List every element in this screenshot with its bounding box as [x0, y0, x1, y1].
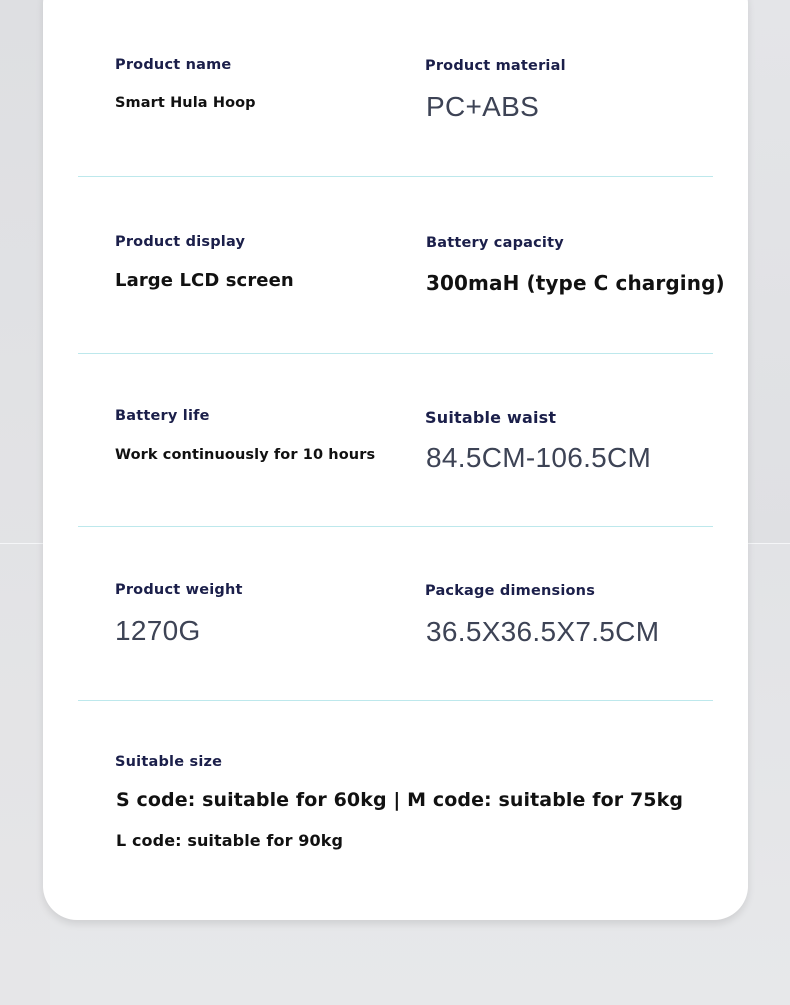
spec-value-suitable-waist: 84.5CM-106.5CM [426, 442, 652, 473]
spec-label-product-weight: Product weight [115, 582, 243, 598]
spec-value-battery-capacity: 300maH (type C charging) [426, 271, 725, 295]
spec-label-suitable-waist: Suitable waist [425, 408, 557, 427]
background-horizon-left [0, 543, 45, 544]
row-divider [78, 526, 713, 527]
spec-value-package-dimensions: 36.5X36.5X7.5CM [426, 616, 660, 647]
spec-label-package-dimensions: Package dimensions [425, 583, 596, 599]
spec-label-product-display: Product display [115, 234, 246, 250]
spec-label-battery-life: Battery life [115, 408, 210, 424]
spec-value-product-weight: 1270G [115, 615, 201, 646]
spec-value-product-name: Smart Hula Hoop [115, 95, 256, 111]
row-divider [78, 353, 713, 354]
row-divider [78, 176, 713, 177]
spec-value-product-material: PC+ABS [426, 91, 540, 122]
spec-label-product-material: Product material [425, 58, 566, 74]
background-horizon-right [748, 543, 790, 544]
row-divider [78, 700, 713, 701]
spec-label-suitable-size: Suitable size [115, 754, 223, 770]
spec-value-suitable-size-line2: L code: suitable for 90kg [116, 831, 343, 850]
spec-value-product-display: Large LCD screen [115, 270, 294, 291]
spec-value-suitable-size-line1: S code: suitable for 60kg | M code: suitable for 75kg [116, 789, 684, 811]
spec-label-battery-capacity: Battery capacity [426, 235, 564, 251]
spec-value-battery-life: Work continuously for 10 hours [115, 447, 376, 463]
spec-label-product-name: Product name [115, 57, 232, 73]
